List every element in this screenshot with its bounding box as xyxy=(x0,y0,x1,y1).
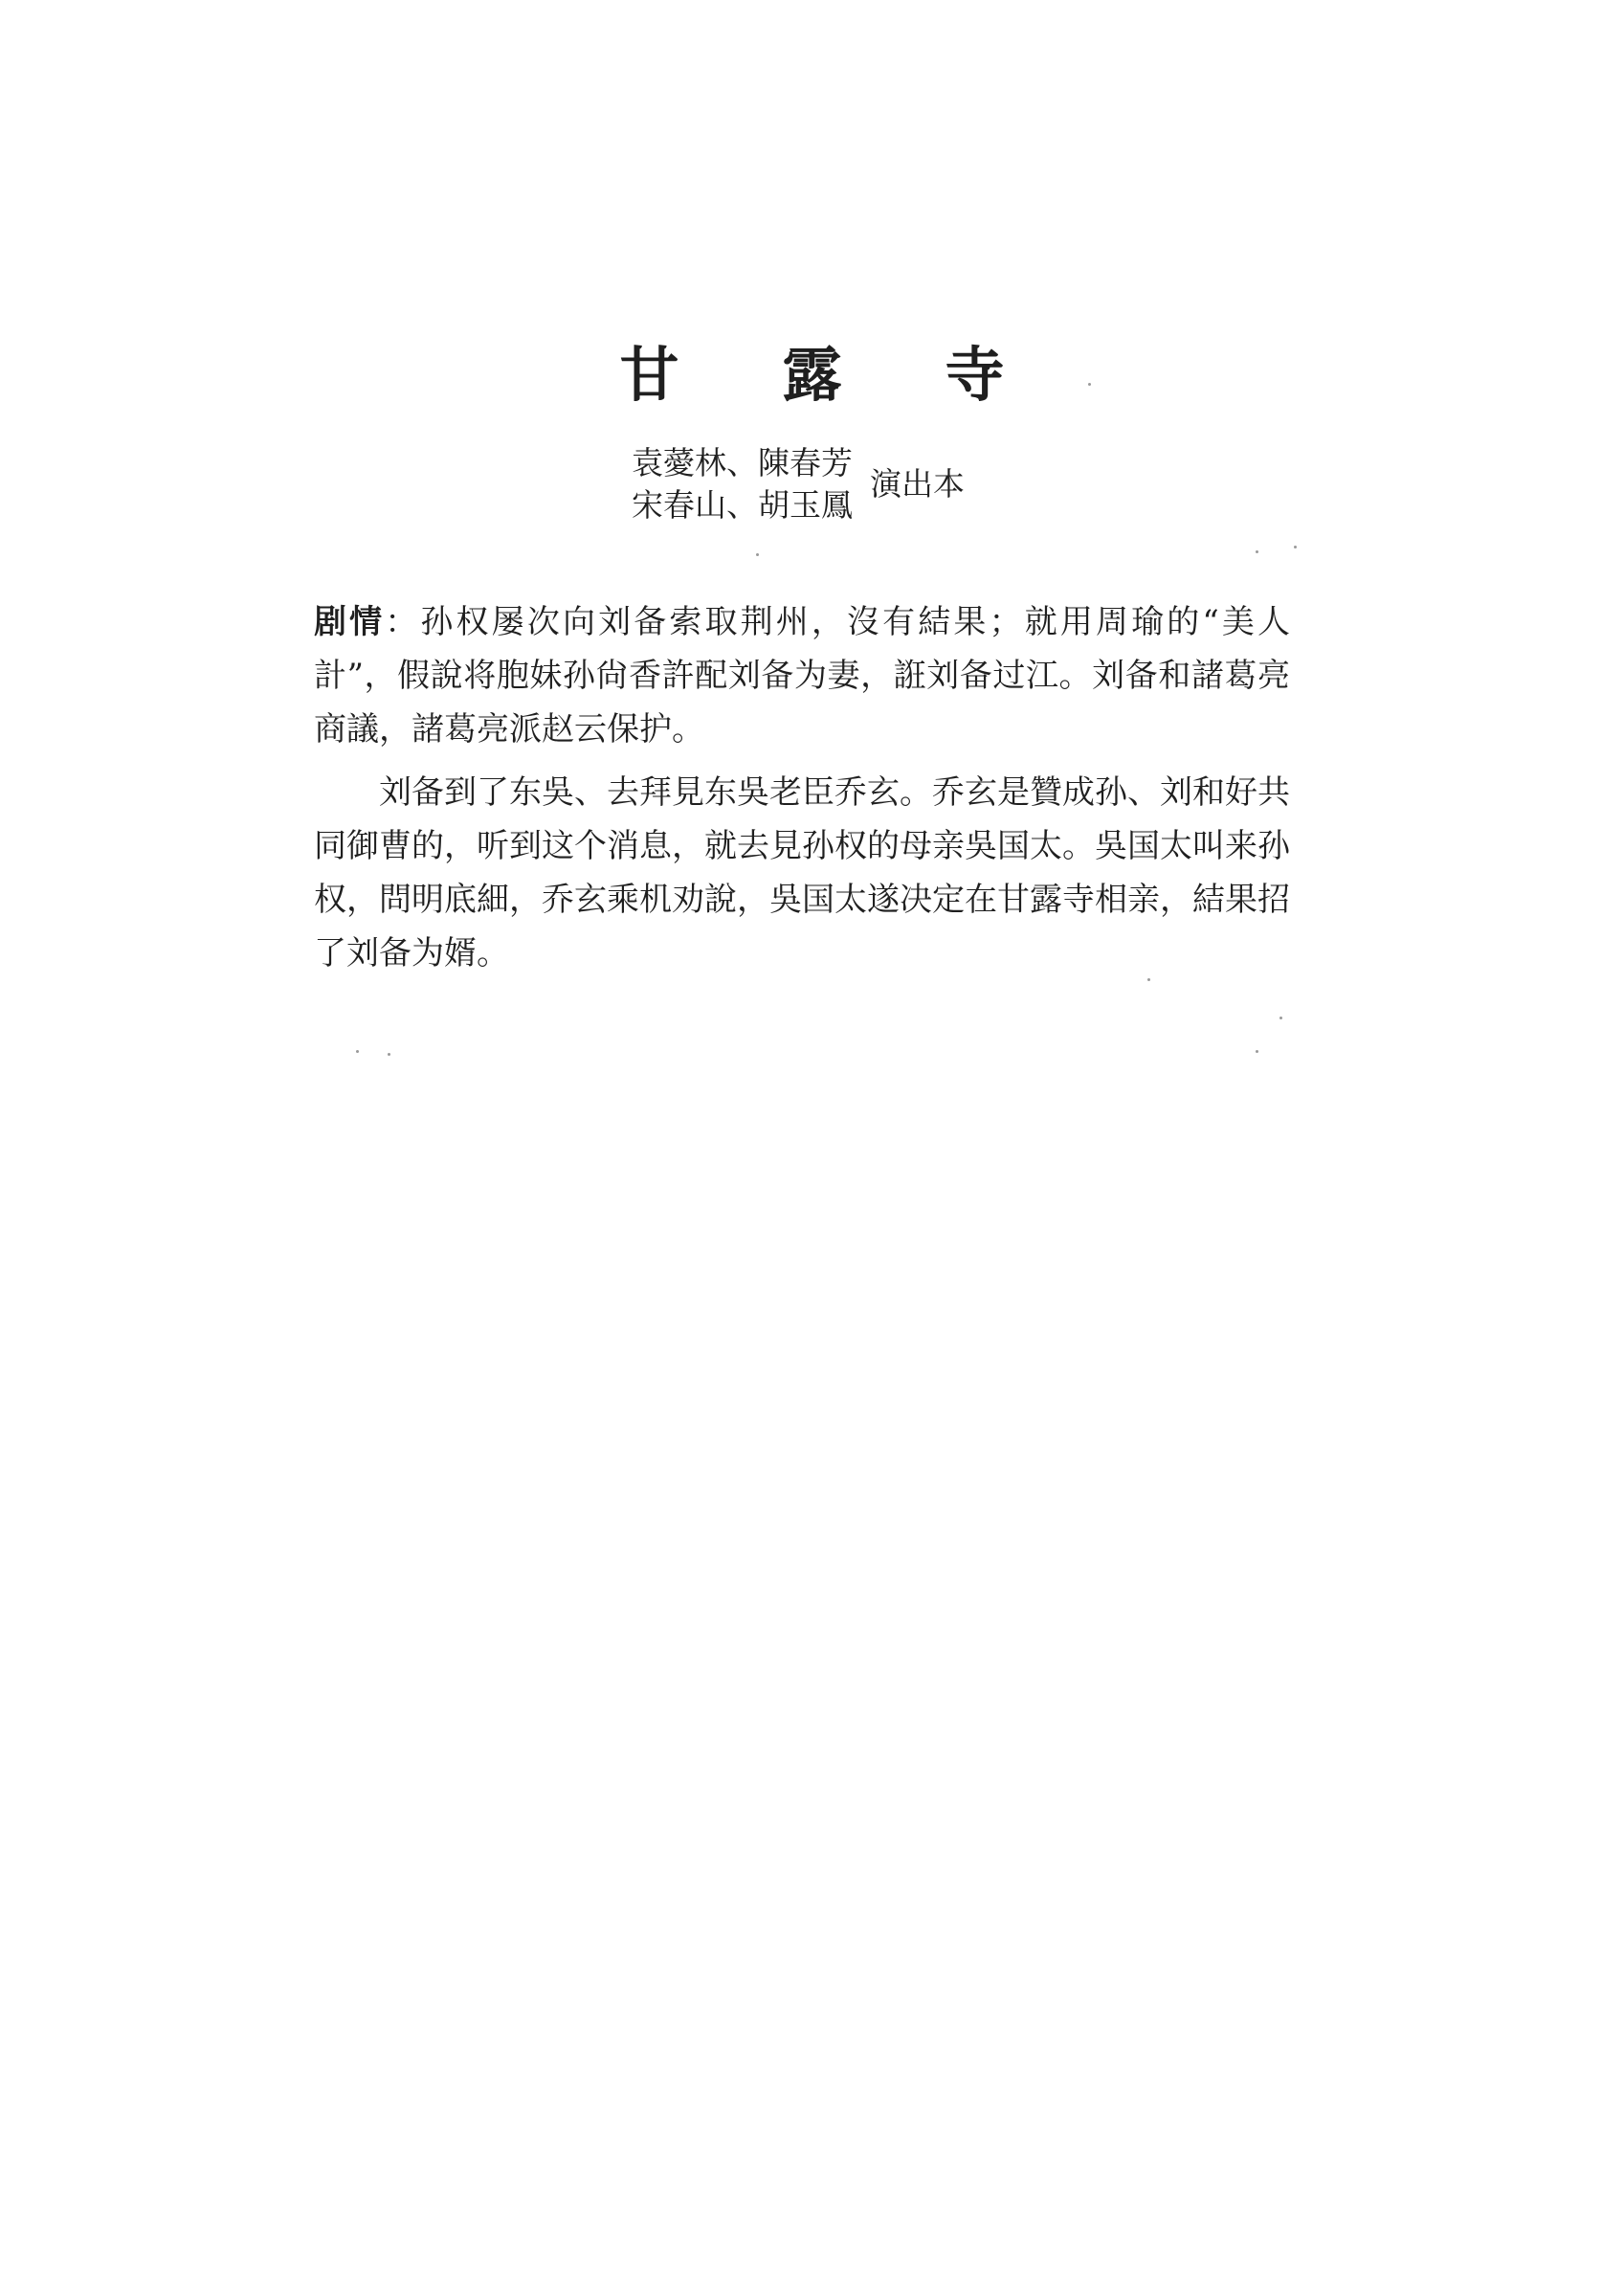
scan-speck xyxy=(756,553,759,556)
scan-speck xyxy=(1256,550,1258,553)
synopsis-label: 剧情 xyxy=(314,603,386,641)
scan-speck xyxy=(388,1053,390,1056)
scan-speck xyxy=(356,1050,359,1053)
title-char-1: 甘 xyxy=(619,340,679,410)
synopsis-paragraph-1 xyxy=(314,595,1290,756)
performance-edition-label: 演出本 xyxy=(870,465,965,503)
performer-line-1: 袁薆林、陳春芳 xyxy=(632,444,853,481)
title-char-2: 露 xyxy=(782,340,842,410)
performer-credits xyxy=(632,442,965,526)
performer-line-2: 宋春山、胡玉鳳 xyxy=(632,486,853,524)
title-char-3: 寺 xyxy=(945,340,1005,410)
scan-speck xyxy=(1088,383,1091,386)
page-title xyxy=(0,337,1624,414)
synopsis-separator: ： xyxy=(385,603,421,641)
scan-speck xyxy=(1294,546,1297,548)
synopsis-paragraph-2: 刘备到了东吳、去拜見东吳老臣乔玄。乔玄是贊成孙、刘和好共同御曹的，听到这个消息，就去見孙权的母亲吳国太。吳国太叫来孙权，問明底細，乔玄乘机劝說，吳国太遂决定在甘露寺相亲，結果招了刘备为婿。 xyxy=(314,773,1290,973)
synopsis-text-1: 孙权屡次向刘备索取荆州，沒有結果；就用周瑜的“美人計”，假說将胞妹孙尙香許配刘备为妻，誑刘备过江。刘备和諸葛亮商議，諸葛亮派赵云保护。 xyxy=(314,603,1291,749)
scan-speck xyxy=(1256,1050,1258,1053)
scan-speck xyxy=(1279,1017,1282,1019)
scan-speck xyxy=(1147,978,1150,981)
synopsis xyxy=(314,595,1290,990)
performer-names xyxy=(632,442,853,526)
